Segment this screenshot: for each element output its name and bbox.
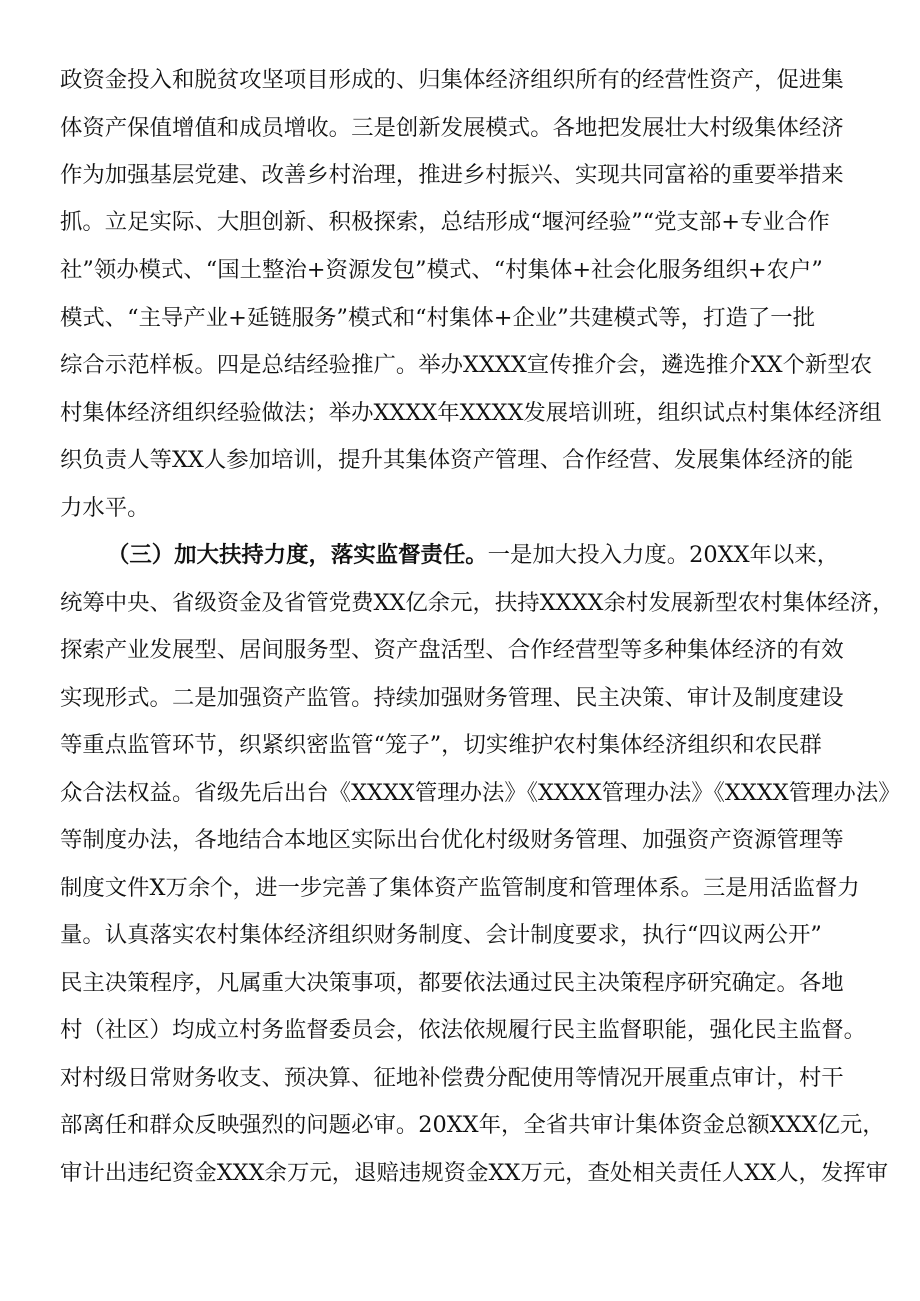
paragraph-line: 探索产业发展型、居间服务型、资产盘活型、合作经营型等多种集体经济的有效 — [60, 637, 844, 663]
paragraph-line: 体资产保值增值和成员增收。三是创新发展模式。各地把发展壮大村级集体经济 — [60, 115, 844, 141]
paragraph-line: 民主决策程序，凡属重大决策事项，都要依法通过民主决策程序研究确定。各地 — [60, 970, 844, 996]
paragraph-line: 对村级日常财务收支、预决算、征地补偿费分配使用等情况开展重点审计，村干 — [60, 1065, 844, 1091]
paragraph-line: 抓。立足实际、大胆创新、积极探索，总结形成“堰河经验”“党支部+专业合作 — [60, 209, 830, 235]
paragraph-line: 力水平。 — [60, 495, 150, 521]
paragraph-line: 部离任和群众反映强烈的问题必审。20XX年，全省共审计集体资金总额XXX亿元， — [60, 1112, 885, 1138]
paragraph-line: 制度文件X万余个，进一步完善了集体资产监管制度和管理体系。三是用活监督力 — [60, 875, 860, 901]
paragraph-line: 模式、“主导产业+延链服务”模式和“村集体+企业”共建模式等，打造了一批 — [60, 305, 816, 331]
paragraph-line: 村集体经济组织经验做法；举办XXXX年XXXX发展培训班，组织试点村集体经济组 — [60, 400, 882, 426]
paragraph-line: 作为加强基层党建、改善乡村治理，推进乡村振兴、实现共同富裕的重要举措来 — [60, 162, 844, 188]
section-first-line-text: 一是加大投入力度。20XX年以来， — [487, 542, 840, 568]
section-heading: （三）加大扶持力度，落实监督责任。 — [107, 542, 488, 568]
paragraph-line: 社”领办模式、“国土整治+资源发包”模式、“村集体+社会化服务组织+农户” — [60, 257, 823, 283]
paragraph-line: 众合法权益。省级先后出台《XXXX管理办法》《XXXX管理办法》《XXXX管理办法》 — [60, 780, 901, 806]
paragraph-line: 量。认真落实农村集体经济组织财务制度、会计制度要求，执行“四议两公开” — [60, 922, 822, 948]
section-first-line — [107, 541, 839, 569]
paragraph-line: 综合示范样板。四是总结经验推广。举办XXXX宣传推介会，遴选推介XX个新型农 — [60, 352, 873, 378]
paragraph-line: 统筹中央、省级资金及省管党费XX亿余元，扶持XXXX余村发展新型农村集体经济， — [60, 590, 895, 616]
paragraph-line: 实现形式。二是加强资产监管。持续加强财务管理、民主决策、审计及制度建设 — [60, 685, 844, 711]
paragraph-line: 等制度办法，各地结合本地区实际出台优化村级财务管理、加强资产资源管理等 — [60, 827, 844, 853]
paragraph-line: 织负责人等XX人参加培训，提升其集体资产管理、合作经营、发展集体经济的能 — [60, 447, 854, 473]
paragraph-line: 等重点监管环节，织紧织密监管“笼子”，切实维护农村集体经济组织和农民群 — [60, 732, 822, 758]
paragraph-line: 审计出违纪资金XXX余万元，退赔违规资金XX万元，查处相关责任人XX人，发挥审 — [60, 1160, 889, 1186]
paragraph-line: 政资金投入和脱贫攻坚项目形成的、归集体经济组织所有的经营性资产，促进集 — [60, 67, 844, 93]
paragraph-line: 村（社区）均成立村务监督委员会，依法依规履行民主监督职能，强化民主监督。 — [60, 1017, 867, 1043]
